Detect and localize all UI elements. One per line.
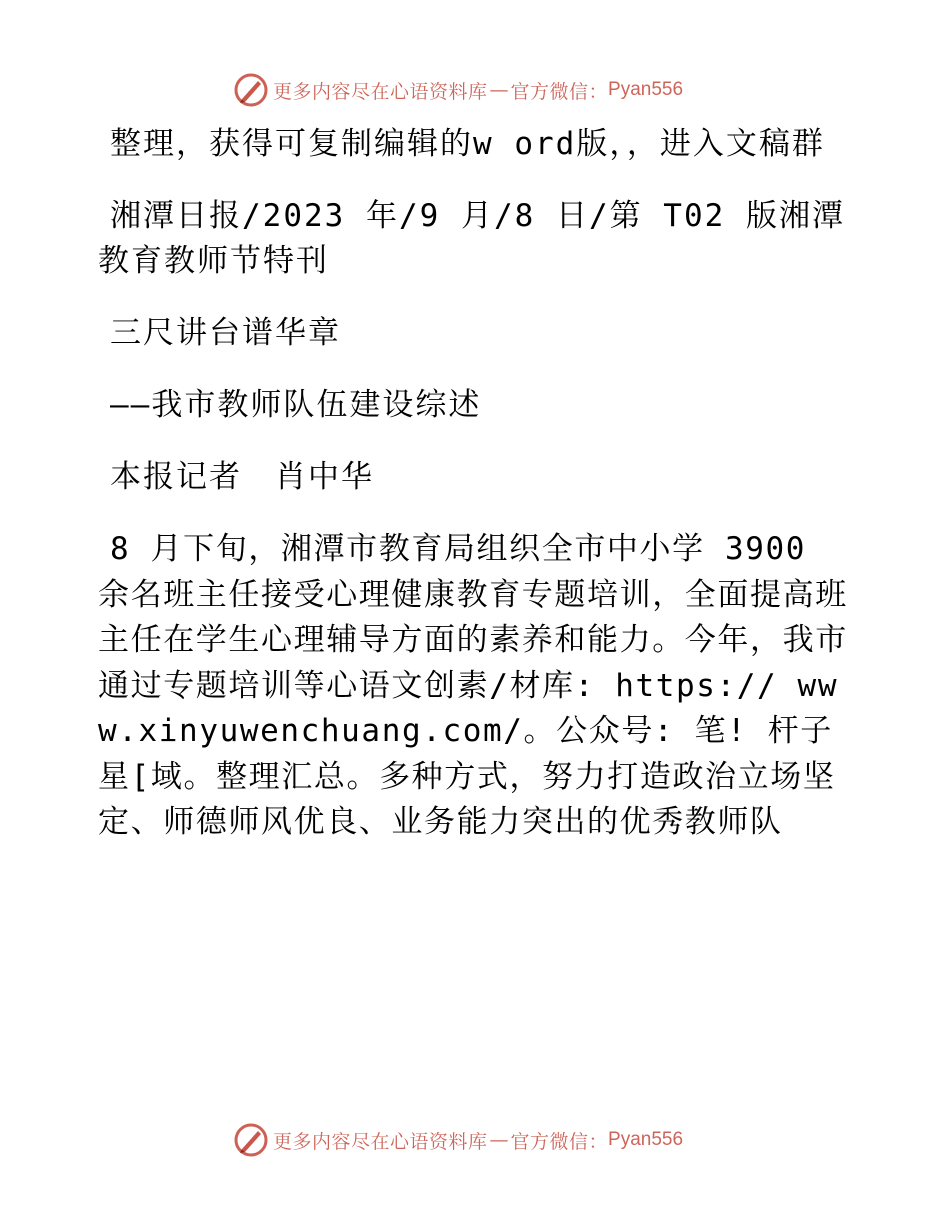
watermark-wechat-id: Pyan556 bbox=[608, 79, 684, 100]
watermark-dash: — bbox=[489, 79, 509, 101]
body-paragraph: 8 月下旬，湘潭市教育局组织全市中小学 3900 余名班主任接受心理健康教育专题培训，全面提高班主任在学生心理辅导方面的素养和能力。今年，我市通过专题培训等心语文创素/材库: https:// www.xinyuwenchuang.com/。公众号: 笔! 杆子星[域。整理汇总。多种方式，努力打造政治立场坚定、师德师风优良、业务能力突出的优秀教师队 bbox=[98, 531, 848, 840]
watermark-wechat-id: Pyan556 bbox=[608, 1129, 684, 1150]
watermark-text: 更多内容尽在心语资料库 bbox=[273, 80, 488, 103]
watermark-wechat-label: 官方微信： bbox=[510, 1130, 609, 1153]
header-watermark bbox=[233, 70, 753, 110]
article-title: 三尺讲台谱华章 bbox=[110, 315, 341, 351]
watermark-text: 更多内容尽在心语资料库 bbox=[273, 1130, 488, 1153]
pen-logo-icon bbox=[233, 72, 269, 108]
byline: 本报记者 肖中华 bbox=[110, 459, 374, 495]
intro-paragraph: 整理，获得可复制编辑的w ord版，，进入文稿群 bbox=[110, 126, 825, 162]
document-body bbox=[98, 122, 858, 873]
source-line: 湘潭日报/2023 年/9 月/8 日/第 T02 版湘潭教育教师节特刊 bbox=[98, 198, 845, 279]
footer-watermark bbox=[233, 1120, 753, 1160]
article-subtitle: ——我市教师队伍建设综述 bbox=[110, 387, 482, 423]
watermark-wechat-label: 官方微信： bbox=[510, 80, 609, 103]
pen-logo-icon bbox=[233, 1122, 269, 1158]
watermark-dash: — bbox=[489, 1129, 509, 1151]
